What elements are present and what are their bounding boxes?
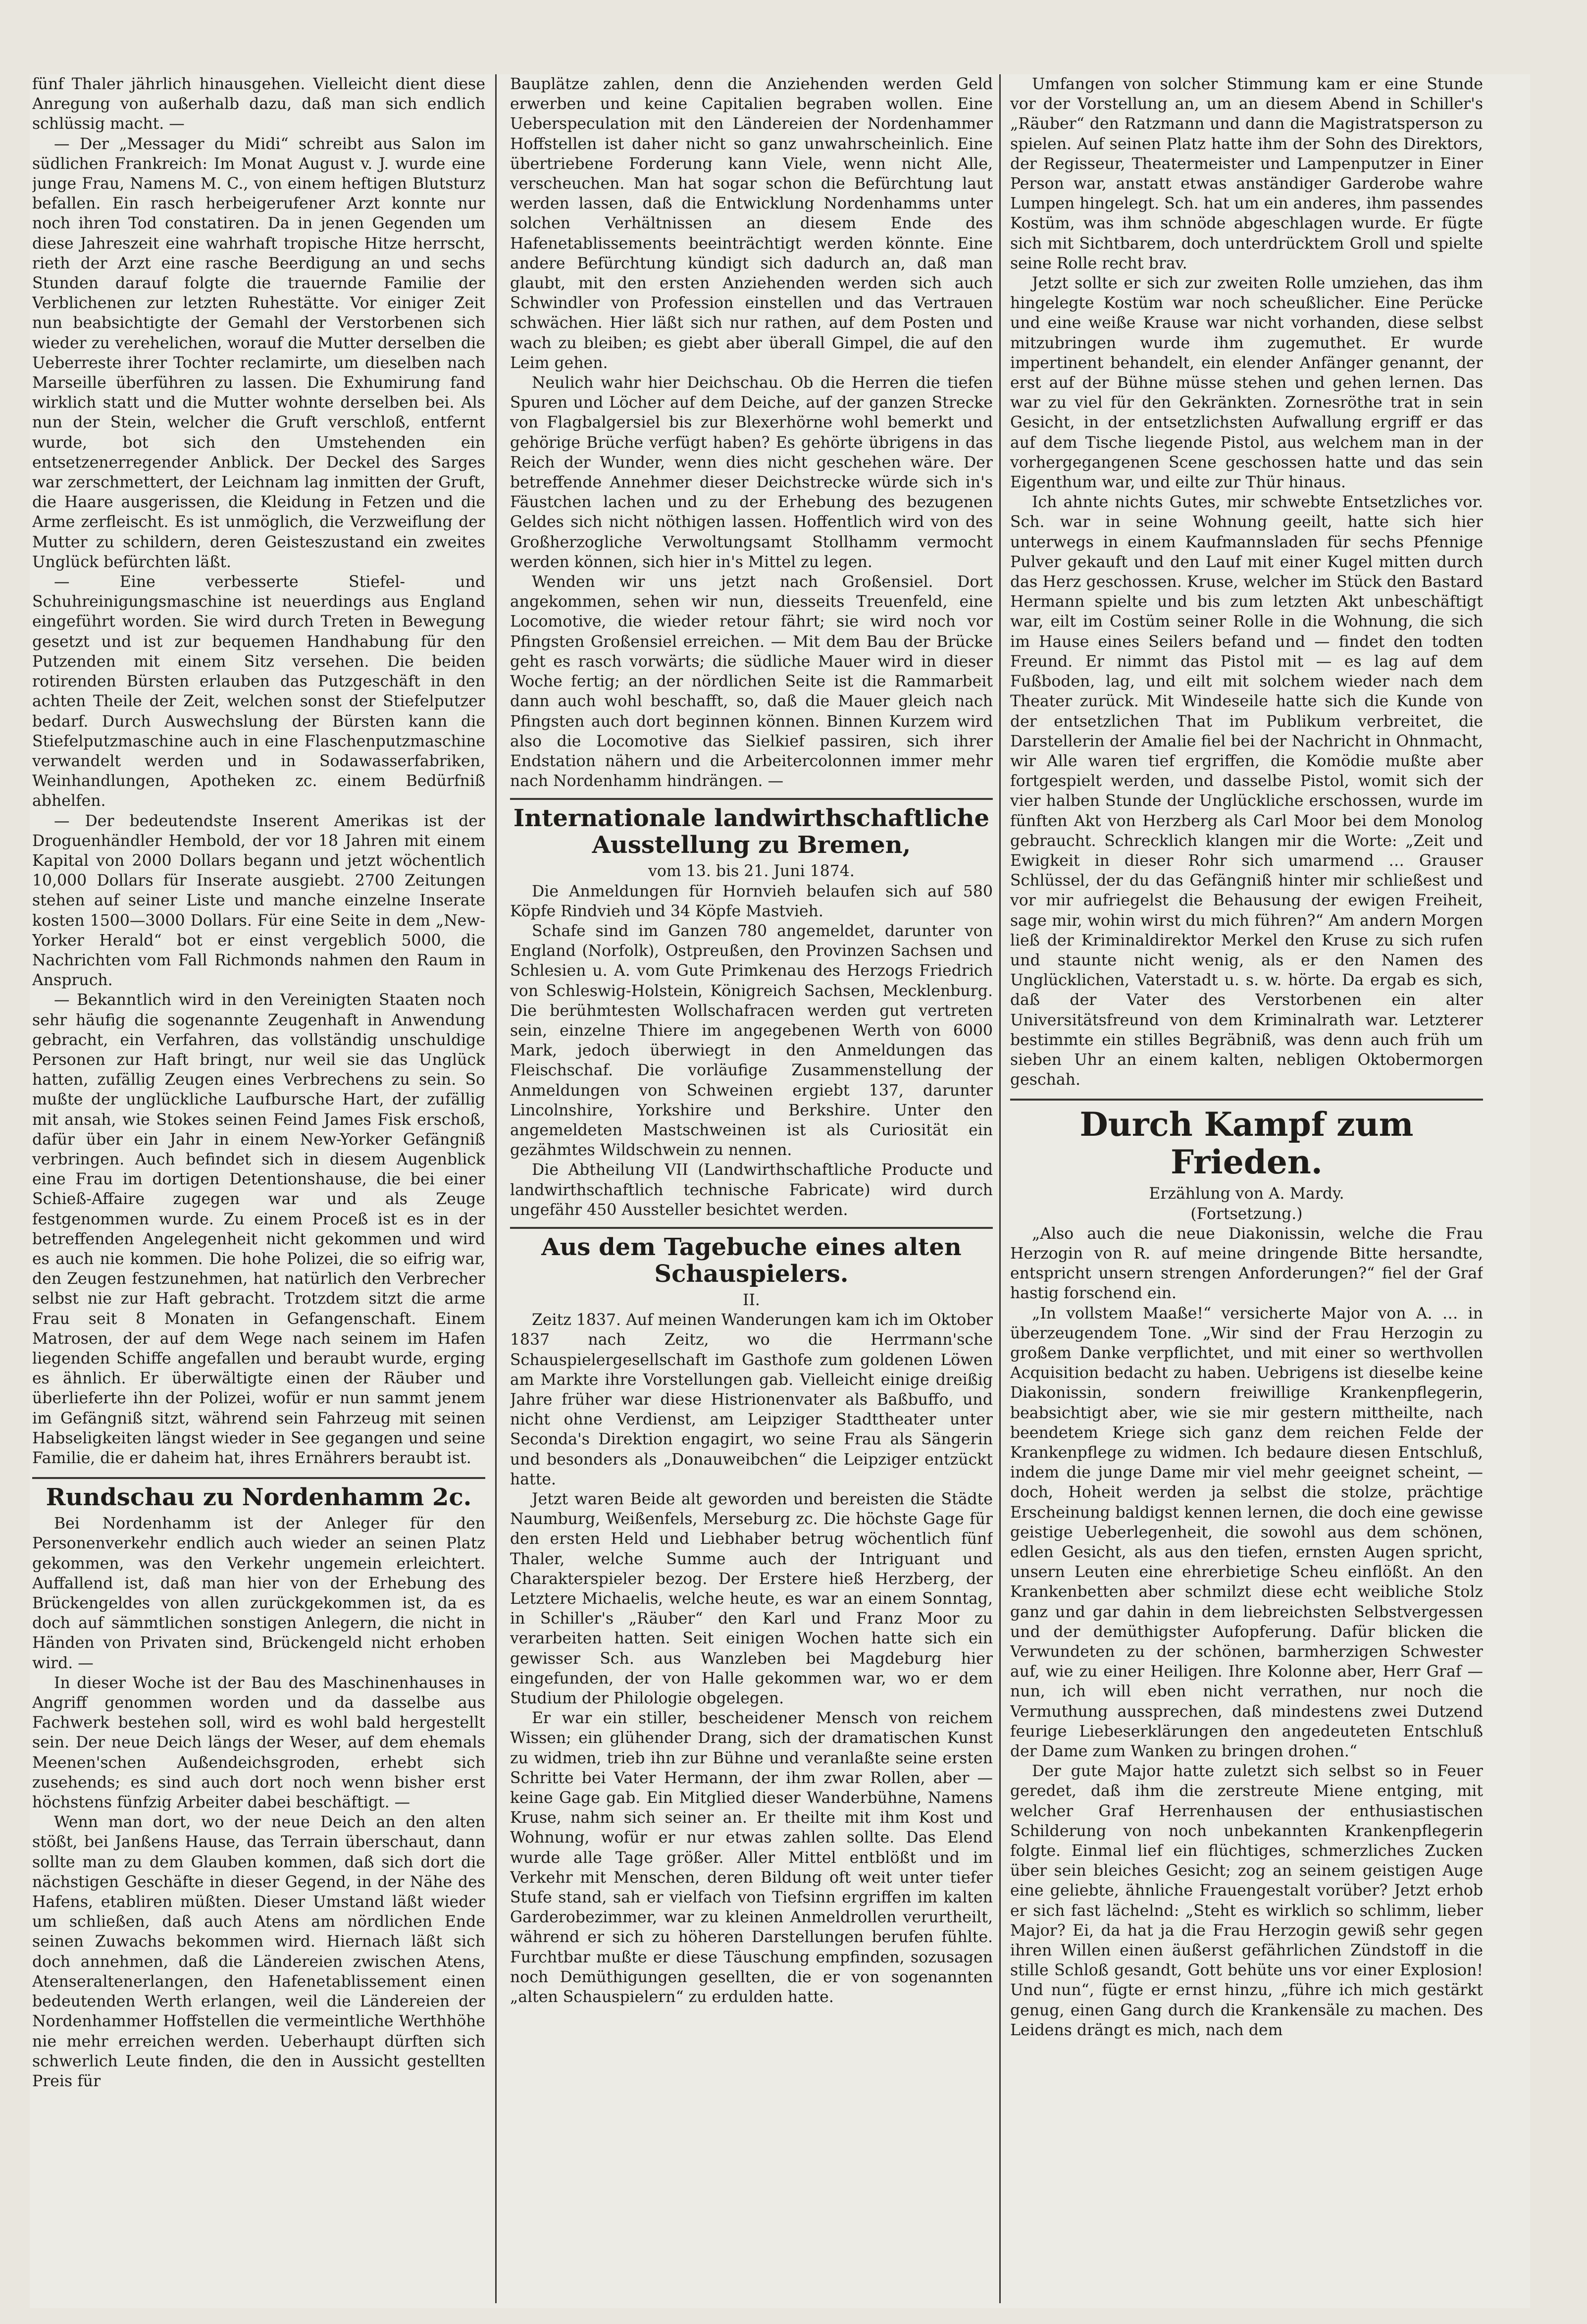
col2-para: Bauplätze zahlen, denn die Anziehenden werden Geld erwerben und keine Capitalien begraben wollen. Eine Ueberspeculation mit den Ländereien der Nordenhammer Hoffstellen ist daher nicht so ganz unwahrscheinlich. Eine übertriebene Forderung kann Viele, wenn nicht Alle, verscheuchen. Man hat sogar schon die Befürchtung laut werden lassen, daß die Entwicklung Nordenhamms unter solchen Verhältnissen an diesem Ende des Hafenetablissements beeinträchtigt werden könnte. Eine andere Befürchtung kündigt sich dadurch an, daß man glaubt, mit den ersten Anziehenden werden sich auch Schwindler von Profession einstellen und das Vertrauen schwächen. Hier läßt sich nur rathen, auf dem Posten und wach zu bleiben; es giebt aber überall Gimpel, die auf den Leim gehen. [510, 75, 993, 372]
col2-para: Neulich wahr hier Deichschau. Ob die Herren die tiefen Spuren und Löcher auf dem Deiche, auf der ganzen Strecke von Flagbalgersiel bis zur Blexerhörne wohl bemerkt und gehörige Brüche verfügt haben? Es gehörte übrigens in das Reich der Wunder, wenn dies nicht geschehen wäre. Der betreffende Annehmer dieser Deichstrecke würde sich in's Fäustchen lachen und zu der Erhebung des bezugenen Geldes sich nicht nöthigen lassen. Hoffentlich wird von des Großherzogliche Verwoltungsamt Stollhamm vermocht werden können, sich hier in's Mittel zu legen. [510, 374, 993, 571]
col3-para: Jetzt sollte er sich zur zweiten Rolle umziehen, das ihm hingelegte Kostüm war noch scheußlicher. Eine Perücke und eine weiße Krause war nicht vorhanden, diese selbst mitzubringen wurde ihm zugemuthet. Er wurde impertinent behandelt, ein elender Anfänger genannt, der erst auf der Bühne müsse stehen und gehen lernen. Das war zu viel für den Gekränkten. Zornesröthe trat in sein Gesicht, in der entsetzlichsten Aufwallung ergriff er das auf dem Tische liegende Pistol, aus welchem man in der vorhergegangenen Scene geschossen hatte und das sein Eigenthum war, und eilte zur Thür hinaus. [1010, 274, 1483, 492]
col3-para: Ich ahnte nichts Gutes, mir schwebte Entsetzliches vor. Sch. war in seine Wohnung geeilt, hatte sich hier unterwegs in einem Kaufmannsladen für sechs Pfennige Pulver gekauft und den Lauf mit einer Kugel mitten durch das Herz geschossen. Kruse, welcher im Stück den Bastard Hermann spielte und bis zum letzten Akt unbeschäftigt war, eilt im Costüm seiner Rolle in die Wohnung, die sich im Hause eines Seilers befand und — findet den todten Freund. Er nimmt das Pistol mit — es lag auf dem Fußboden, lag, und eilt mit solchem wieder nach dem Theater zurück. Mit Windeseile hatte sich die Kunde von der entsetzlichen That im Publikum verbreitet, die Darstellerin der Amalie fiel bei der Nachricht in Ohnmacht, wir Alle waren tief ergriffen, die Komödie mußte aber fortgespielt werden, und dasselbe Pistol, womit sich der vier halben Stunde der Unglückliche erschossen, wurde im fünften Akt von Herzberg als Carl Moor bei dem Monolog gebraucht. Schrecklich klangen mir die Worte: „Zeit und Ewigkeit in dieser Rohr sich umarmend … Grauser Schlüssel, der du das Gefängniß hinter mir schließest und vor mir aufriegelst die Behausung der ewigen Freiheit, sage mir, wohin wirst du mich führen?“ Am andern Morgen ließ der Kriminaldirektor Merkel den Kruse zu sich rufen und staunte nicht wenig, als er den Namen des Unglücklichen, Vaterstadt u. s. w. hörte. Da ergab es sich, daß der Vater des Verstorbenen ein alter Universitätsfreund von dem Kriminalrath war. Letzterer bestimmte ein stilles Begräbniß, was denn auch früh um sieben Uhr an einem kalten, nebligen Oktobermorgen geschah. [1010, 493, 1483, 1089]
col1-para: — Der bedeutendste Inserent Amerikas ist der Droguenhändler Hembold, der vor 18 Jahren mit einem Kapital von 2000 Dollars begann und jetzt wöchentlich 10,000 Dollars für Inserate ausgiebt. 2700 Zeitungen stehen auf seiner Liste und manche einzelne Inserate kosten 1500—3000 Dollars. Für eine Seite in dem „New-Yorker Herald“ bot er einst vergeblich 5000, die Nachrichten vom Fall Richmonds nahmen den Raum in Anspruch. [32, 812, 485, 990]
col1-para: In dieser Woche ist der Bau des Maschinenhauses in Angriff genommen worden und da dasselbe aus Fachwerk bestehen soll, wird es wohl bald hergestellt sein. Der neue Deich längs der Weser, auf dem ehemals Meenen'schen Außendeichsgroden, erhebt sich zusehends; es sind auch dort noch wenn bisher erst höchstens fünfzig Arbeiter dabei beschäftigt. — [32, 1674, 485, 1812]
col3-para: „In vollstem Maaße!“ versicherte Major von A. … in überzeugendem Tone. „Wir sind der Frau Herzogin zu großem Danke verpflichtet, und mit einer so werthvollen Acquisition bedacht zu haben. Uebrigens ist dieselbe keine Diakonissin, sondern freiwillige Krankenpflegerin, beabsichtigt aber, wie sie mir gestern mittheilte, nach beendetem Kriege sich ganz dem reichen Felde der Krankenpflege zu widmen. Ich bedaure diesen Entschluß, indem die junge Dame mir viel mehr geeignet scheint, — doch, Hoheit werden ja selbst die stolze, prächtige Erscheinung baldigst kennen lernen, die doch eine gewisse geistige Ueberlegenheit, die sowohl aus dem schönen, edlen Gesicht, als aus den tiefen, ernsten Augen spricht, unsern Leuten eine ehrerbietige Scheu einflößt. An den Krankenbetten aber schmilzt diese echt weibliche Stolz ganz und gar dahin in dem liebreichsten Selbstvergessen und der demüthigster Aufopferung. Dafür blicken die Verwundeten zu der schönen, barmherzigen Schwester auf, wie zu einer Heiligen. Ihre Kolonne aber, Herr Graf — nun, ich will eben nicht verrathen, nur noch die Vermuthung aussprechen, daß mindestens zwei Dutzend feurige Liebeserklärungen den angedeuteten Entschluß der Dame zum Wanken zu bringen drohen.“ [1010, 1304, 1483, 1761]
col3-para: Umfangen von solcher Stimmung kam er eine Stunde vor der Vorstellung an, um an diesem Abend in Schiller's „Räuber“ den Ratzmann und dann die Magistratsperson zu spielen. Auf seinen Platz hatte ihm der Sohn des Direktors, der Regisseur, Theatermeister und Lampenputzer in Einer Person war, anstatt etwas anständiger Garderobe wahre Lumpen hingelegt. Sch. hat um ein anderes, ihm passendes Kostüm, was ihm schnöde abgeschlagen wurde. Er fügte sich mit Sichtbarem, doch unterdrücktem Groll und spielte seine Rolle recht brav. [1010, 75, 1483, 272]
section-rule [510, 798, 993, 800]
heading-tagebuch-sub: II. [743, 1291, 760, 1309]
section-rule [1010, 1099, 1483, 1101]
col3-para: „Also auch die neue Diakonissin, welche die Frau Herzogin von R. auf meine dringende Bitte hersandte, entspricht unsern strengen Anforderungen?“ fiel der Graf hastig forschend ein. [1010, 1224, 1483, 1303]
heading-durch-kampf: Durch Kampf zum Frieden. [1079, 1105, 1414, 1182]
column-2 [510, 74, 993, 2308]
col2-para: Schafe sind im Ganzen 780 angemeldet, darunter von England (Norfolk), Ostpreußen, den Provinzen Sachsen und Schlesien u. A. vom Gute Primkenau des Herzogs Friedrich von Schleswig-Holstein, Königreich Sachsen, Mecklenburg. Die berühmtesten Wollschafracen werden gut vertreten sein, einzelne Thiere im angegebenen Werth von 6000 Mark, jedoch überwiegt in den Anmeldungen das Fleischschaf. Die vorläufige Zusammenstellung der Anmeldungen von Schweinen ergiebt 137, darunter Lincolnshire, Yorkshire und Berkshire. Unter den angemeldeten Mastschweinen ist als Curiosität ein gezähmtes Wildschwein zu nennen. [510, 922, 993, 1160]
col2-para: Jetzt waren Beide alt geworden und bereisten die Städte Naumburg, Weißenfels, Merseburg zc. Die höchste Gage für den ersten Held und Liebhaber betrug wöchentlich fünf Thaler, welche Summe auch der Intriguant und Charakterspieler bezog. Der Erstere hieß Herzberg, der Letztere Michaelis, welche heute, es war an einem Sonntag, in Schiller's „Räuber“ den Karl und Franz Moor zu verarbeiten hatten. Seit einigen Wochen hatte sich ein gewisser Sch. aus Wanzleben bei Magdeburg hier eingefunden, der von Halle gekommen war, wo er dem Studium der Philologie obgelegen. [510, 1490, 993, 1708]
col2-para: Zeitz 1837. Auf meinen Wanderungen kam ich im Oktober 1837 nach Zeitz, wo die Herrmann'sche Schauspielergesellschaft im Gasthofe zum goldenen Löwen am Markte ihre Vorstellungen gab. Vielleicht einige dreißig Jahre früher war diese Histrionenvater als Baßbuffo, und nicht ohne Verdienst, am Leipziger Stadttheater unter Seconda's Direktion engagirt, wo seine Frau als Sängerin und besonders als „Donauweibchen“ die Leipziger entzückt hatte. [510, 1311, 993, 1488]
col1-para: Wenn man dort, wo der neue Deich an den alten stößt, bei Janßens Hause, das Terrain überschaut, dann sollte man zu dem Glauben kommen, daß sich dort die nächstigen Geschäfte in dieser Gegend, in der Nähe des Hafens, etabliren müßten. Dieser Umstand läßt wieder um schließen, daß auch Atens am nördlichen Ende seinen Zuwachs bekommen wird. Hiernach läßt sich doch annehmen, daß die Ländereien zwischen Atens, Atenseraltenerlangen, den Hafenetablissement einen bedeutenden Werth erlangen, weil die Ländereien der Nordenhammer Hoffstellen die vermeintliche Werthhöhe nie mehr erreichen werden. Ueberhaupt dürften sich schwerlich Leute finden, die den in Aussicht gestellten Preis für [32, 1813, 485, 2090]
col2-para: Er war ein stiller, bescheidener Mensch von reichem Wissen; ein glühender Drang, sich der dramatischen Kunst zu widmen, trieb ihn zur Bühne und veranlaßte seine ersten Schritte bei Vater Hermann, der ihm zwar Rollen, aber — keine Gage gab. Ein Mitglied dieser Wanderbühne, Namens Kruse, nahm sich seiner an. Er theilte mit ihm Kost und Wohnung, wofür er nur etwas zahlen sollte. Das Elend wurde alle Tage größer. Aller Mittel entblößt und im Verkehr mit Menschen, deren Bildung oft weit unter tiefer Stufe stand, sah er vielfach von Tiefsinn ergriffen im kalten Garderobezimmer, war zu kleinen Anmeldrollen verurtheilt, während er sich zu höheren Darstellungen berufen fühlte. Furchtbar mußte er diese Täuschung empfinden, sozusagen noch Demüthigungen gesellten, die er von sogenannten „alten Schauspielern“ zu erdulden hatte. [510, 1709, 993, 2007]
heading-tagebuch: Aus dem Tagebuche eines alten Schauspielers. [541, 1233, 962, 1288]
continuation-note: (Fortsetzung.) [1190, 1205, 1303, 1223]
column-rule-left [495, 74, 497, 2303]
col1-para: — Eine verbesserte Stiefel- und Schuhreinigungsmaschine ist neuerdings aus England eingeführt worden. Sie wird durch Treten in Bewegung gesetzt und ist zur bequemen Handhabung für den Putzenden mit einem Sitz versehen. Die beiden rotirenden Bürsten erlauben das Putzgeschäft in den achten Theile der Zeit, welchen sonst der Stiefelputzer bedarf. Durch Auswechslung der Bürsten kann die Stiefelputzmaschine auch in eine Flaschenputzmaschine verwandelt werden und in Sodawasserfabriken, Weinhandlungen, Apotheken zc. einem Bedürfniß abhelfen. [32, 573, 485, 810]
col2-para: Die Abtheilung VII (Landwirthschaftliche Producte und landwirthschaftlich technische Fabricate) wird durch ungefähr 450 Aussteller besichtet werden. [510, 1161, 993, 1219]
col1-para: fünf Thaler jährlich hinausgehen. Vielleicht dient diese Anregung von außerhalb dazu, daß man sich endlich schlüssig macht. — [32, 75, 485, 133]
column-1 [32, 74, 485, 2308]
section-rule [510, 1227, 993, 1229]
column-3 [1010, 74, 1483, 2308]
col1-para: Bei Nordenhamm ist der Anleger für den Personenverkehr endlich auch wieder an seinen Platz gekommen, was den Verkehr ungemein erleichtert. Auffallend ist, daß man hier von der Erhebung des Brückengeldes von allen zurückgekommen ist, da es doch auf sämmtlichen sonstigen Anlegern, die nicht in Händen von Privaten sind, Brückengeld nicht erhoben wird. — [32, 1515, 485, 1672]
col1-para: — Bekanntlich wird in den Vereinigten Staaten noch sehr häufig die sogenannte Zeugenhaft in Anwendung gebracht, ein Verfahren, das vollständig unschuldige Personen zur Haft bringt, nur weil sie das Unglück hatten, zufällig Zeugen eines Verbrechens zu sein. So mußte der unglückliche Laufbursche Hart, der zufällig mit ansah, wie Stokes seinen Feind James Fisk erschoß, dafür über ein Jahr in einem New-Yorker Gefängniß verbringen. Auch befindet sich in diesem Augenblick eine Frau im dortigen Detentionshause, die bei einer Schieß-Affaire zugegen war und als Zeuge festgenommen wurde. Zu einem Proceß ist es in der betreffenden Angelegenheit nicht gekommen und wird es auch nie kommen. Die hohe Polizei, die so eifrig war, den Zeugen festzunehmen, hat natürlich den Verbrecher selbst nie zur Haft gebracht. Trotzdem sitzt die arme Frau seit 8 Monaten in Gefangenschaft. Einem Matrosen, der auf dem Wege nach seinem im Hafen liegenden Schiffe angefallen und beraubt wurde, erging es ähnlich. Er überwältigte einen der Räuber und überlieferte ihn der Polizei, wofür er nun sammt jenem im Gefängniß sitzt, während sein Fahrzeug mit seinen Habseligkeiten längst wieder in See gegangen und seine Familie, die er daheim hat, ihres Ernährers beraubt ist. [32, 991, 485, 1468]
byline: Erzählung von A. Mardy. [1149, 1185, 1344, 1203]
heading-rundschau: Rundschau zu Nordenhamm 2c. [46, 1483, 472, 1512]
col2-para: Wenden wir uns jetzt nach Großensiel. Dort angekommen, sehen wir nun, diesseits Treuenfeld, eine Locomotive, die wieder retour fährt; sie wird noch vor Pfingsten Großensiel erreichen. — Mit dem Bau der Brücke geht es rasch vorwärts; die südliche Mauer wird in dieser Woche fertig; an der nördlichen Seite ist die Rammarbeit dann auch wohl beschafft, so, daß die Mauer gleich nach Pfingsten auch dort beginnen können. Binnen Kurzem wird also die Locomotive das Sielkief passiren, sich ihrer Endstation nähern und die Arbeitercolonnen immer mehr nach Nordenhamm hindrängen. — [510, 573, 993, 791]
heading-ausstellung-sub: vom 13. bis 21. Juni 1874. [648, 862, 855, 881]
column-rule-right [999, 74, 1001, 2303]
section-rule [32, 1477, 485, 1479]
col3-para: Der gute Major hatte zuletzt sich selbst so in Feuer geredet, daß ihm die zerstreute Miene entging, mit welcher Graf Herrenhausen der enthusiastischen Schilderung von noch unbekannten Krankenpflegerin folgte. Einmal lief ein flüchtiges, schmerzliches Zucken über sein bleiches Gesicht; zog an seinem geistigen Auge eine geliebte, ähnliche Frauengestalt vorüber? Jetzt erhob er sich fast lächelnd: „Steht es wirklich so schlimm, lieber Major? Ei, da hat ja die Frau Herzogin gewiß sehr gegen ihren Willen einen äußerst gefährlichen Zündstoff in die stille Schloß gesandt, Gott behüte uns vor einer Explosion! Und nun“, fügte er ernst hinzu, „führe ich mich gestärkt genug, einen Gang durch die Krankensäle zu machen. Des Leidens drängt es mich, nach dem [1010, 1762, 1483, 2039]
heading-ausstellung: Internationale landwirthschaftliche Ausstellung zu Bremen, [513, 804, 990, 859]
col1-para: — Der „Messager du Midi“ schreibt aus Salon im südlichen Frankreich: Im Monat August v. J. wurde eine junge Frau, Namens M. C., von einem heftigen Blutsturz befallen. Ein rasch herbeigerufener Arzt konnte nur noch ihren Tod constatiren. Da in jenen Gegenden um diese Jahreszeit eine wahrhaft tropische Hitze herrscht, rieth der Arzt eine rasche Beerdigung an und sechs Stunden darauf folgte die trauernde Familie der Verblichenen zur letzten Ruhestätte. Vor einiger Zeit nun beabsichtigte der Gemahl der Verstorbenen sich wieder zu verehelichen, worauf die Mutter derselben die Ueberreste ihrer Tochter reclamirte, um dieselben nach Marseille überführen zu lassen. Die Exhumirung fand wirklich statt und die Mutter wohnte derselben bei. Als nun der Stein, welcher die Gruft verschloß, entfernt wurde, bot sich den Umstehenden ein entsetzenerregender Anblick. Der Deckel des Sarges war zerschmettert, der Leichnam lag inmitten der Gruft, die Haare ausgerissen, die Kleidung in Fetzen und die Arme zerfleischt. Es ist unmöglich, die Verzweiflung der Mutter zu schildern, deren Geisteszustand ein zweites Unglück befürchten läßt. [32, 135, 485, 571]
col2-para: Die Anmeldungen für Hornvieh belaufen sich auf 580 Köpfe Rindvieh und 34 Köpfe Mastvieh. [510, 882, 993, 920]
